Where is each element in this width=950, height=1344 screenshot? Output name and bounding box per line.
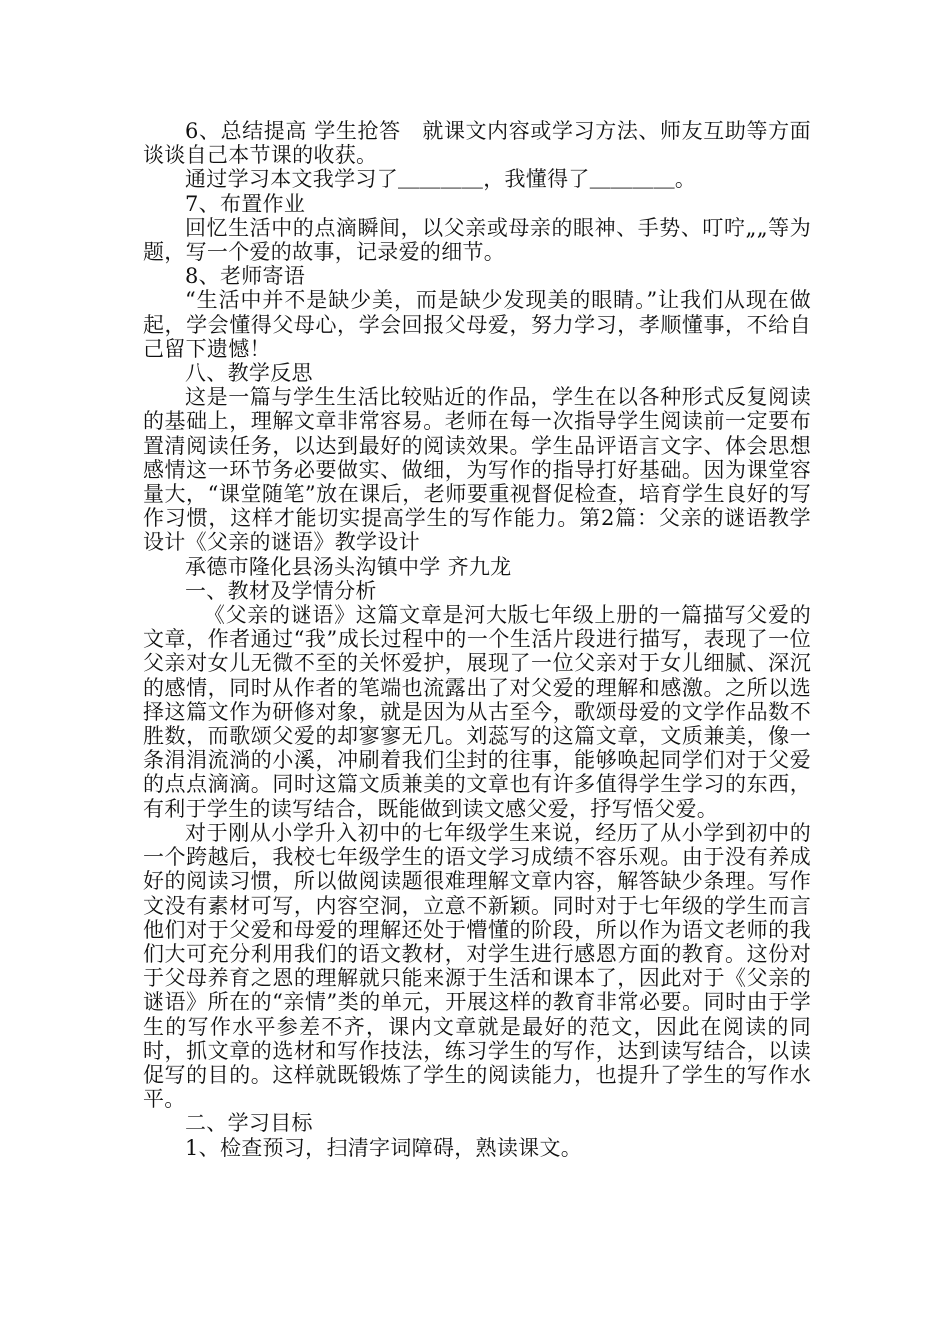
heading-homework: 7、布置作业 [185, 191, 306, 216]
paragraph-homework: 回忆生活中的点滴瞬间，以父亲或母亲的眼神、手势、叮咛„„等为题，写一个爱的故事，记录爱的细节。 [143, 215, 811, 265]
paragraph-summary: 6、总结提高 学生抢答 就课文内容或学习方法、师友互助等方面谈谈自己本节课的收获。 [143, 119, 811, 168]
goal-item-1: 1、检查预习，扫清字词障碍，熟读课文。 [185, 1135, 583, 1160]
author-line: 承德市隆化县汤头沟镇中学 齐九龙 [185, 554, 512, 579]
paragraph-teacher-message: “生活中并不是缺少美，而是缺少发现美的眼睛。”让我们从现在做起，学会懂得父母心，学会回报父母爱，努力学习，孝顺懂事，不给自己留下遗憾！ [143, 288, 811, 361]
paragraph-reflection: 这是一篇与学生生活比较贴近的作品，学生在以各种形式反复阅读的基础上，理解文章非常容易。老师在每一次指导学生阅读前一定要布置清阅读任务，以达到最好的阅读效果。学生品评语言文字、体会思想感情这一环节务必要做实、做细，为写作的指导打好基础。因为课堂容量大，“课堂随笔”放在课后，老师要重视督促检查，培育学生良好的写作习惯，这样才能切实提高学生的写作能力。第2篇：父亲的谜语教学设计《父亲的谜语》教学设计 [143, 385, 811, 555]
heading-goals: 二、学习目标 [185, 1111, 313, 1136]
heading-teacher-message: 8、老师寄语 [185, 264, 306, 289]
heading-analysis: 一、教材及学情分析 [185, 578, 377, 603]
heading-reflection: 八、教学反思 [185, 361, 313, 386]
paragraph-fill-blank: 通过学习本文我学习了＿＿＿＿，我懂得了＿＿＿＿。 [185, 167, 697, 192]
paragraph-analysis-1: 《父亲的谜语》这篇文章是河大版七年级上册的一篇描写父爱的文章，作者通过“我”成长过程中的一个生活片段进行描写，表现了一位父亲对女儿无微不至的关怀爱护，展现了一位父亲对于女儿细腻、深沉的感情，同时从作者的笔端也流露出了对父爱的理解和感激。之所以选择这篇文作为研修对象，就是因为从古至今，歌颂母爱的文学作品数不胜数，而歌颂父爱的却寥寥无几。刘蕊写的这篇文章，文质兼美，像一条涓涓流淌的小溪，冲刷着我们尘封的往事，能够唤起同学们对于父爱的点点滴滴。同时这篇文质兼美的文章也有许多值得学生学习的东西，有利于学生的读写结合，既能做到读文感父爱，抒写悟父爱。 [143, 603, 811, 821]
paragraph-analysis-2: 对于刚从小学升入初中的七年级学生来说，经历了从小学到初中的一个跨越后，我校七年级学生的语文学习成绩不容乐观。由于没有养成好的阅读习惯，所以做阅读题很难理解文章内容，解答缺少条理。写作文没有素材可写，内容空洞，立意不新颖。同时对于七年级的学生而言他们对于父爱和母爱的理解还处于懵懂的阶段，所以作为语文老师的我们大可充分利用我们的语文教材，对学生进行感恩方面的教育。这份对于父母养育之恩的理解就只能来源于生活和课本了，因此对于《父亲的谜语》所在的“亲情”类的单元，开展这样的教育非常必要。同时由于学生的写作水平参差不齐，课内文章就是最好的范文，因此在阅读的同时，抓文章的选材和写作技法，练习学生的写作，达到读写结合，以读促写的目的。这样就既锻炼了学生的阅读能力，也提升了学生的写作水平。 [143, 820, 811, 1112]
document-body [143, 119, 811, 1160]
